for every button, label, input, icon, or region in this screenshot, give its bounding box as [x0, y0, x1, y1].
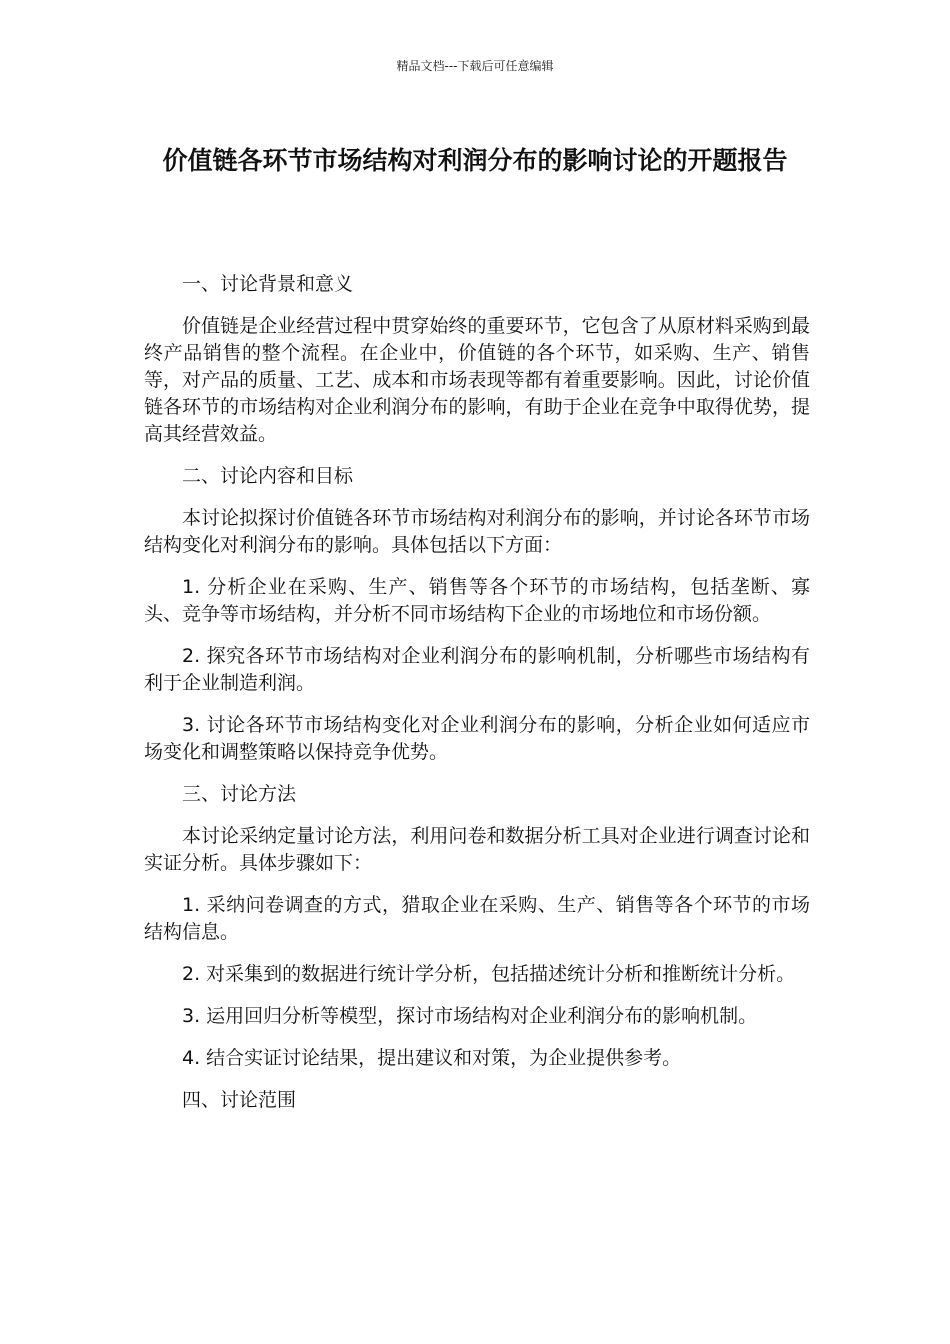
section-heading: 一、讨论背景和意义 — [182, 273, 354, 295]
paragraph: 本讨论拟探讨价值链各环节市场结构对利润分布的影响，并讨论各环节市场结构变化对利润分布的影响。具体包括以下方面： — [144, 507, 810, 556]
document-body — [144, 271, 810, 1129]
header-note: 精品文档---下载后可任意编辑 — [396, 59, 554, 73]
list-item: 4. 结合实证讨论结果，提出建议和对策，为企业提供参考。 — [182, 1047, 682, 1069]
list-item: 3. 运用回归分析等模型，探讨市场结构对企业利润分布的影响机制。 — [182, 1005, 758, 1027]
section-heading: 三、讨论方法 — [182, 783, 297, 805]
list-item: 3. 讨论各环节市场结构变化对企业利润分布的影响，分析企业如何适应市场变化和调整策略以保持竞争优势。 — [144, 714, 810, 763]
list-item: 2. 探究各环节市场结构对企业利润分布的影响机制，分析哪些市场结构有利于企业制造利润。 — [144, 645, 810, 694]
list-item: 1. 采纳问卷调查的方式，猎取企业在采购、生产、销售等各个环节的市场结构信息。 — [144, 894, 810, 943]
list-item: 2. 对采集到的数据进行统计学分析，包括描述统计分析和推断统计分析。 — [182, 963, 796, 985]
section-heading: 四、讨论范围 — [182, 1089, 297, 1111]
list-item: 1. 分析企业在采购、生产、销售等各个环节的市场结构，包括垄断、寡头、竞争等市场结构，并分析不同市场结构下企业的市场地位和市场份额。 — [144, 576, 810, 625]
paragraph: 本讨论采纳定量讨论方法，利用问卷和数据分析工具对企业进行调查讨论和实证分析。具体步骤如下： — [144, 825, 810, 874]
paragraph: 价值链是企业经营过程中贯穿始终的重要环节，它包含了从原材料采购到最终产品销售的整个流程。在企业中，价值链的各个环节，如采购、生产、销售等，对产品的质量、工艺、成本和市场表现等都有着重要影响。因此，讨论价值链各环节的市场结构对企业利润分布的影响，有助于企业在竞争中取得优势，提高其经营效益。 — [144, 315, 810, 445]
document-title: 价值链各环节市场结构对利润分布的影响讨论的开题报告 — [162, 146, 788, 175]
section-heading: 二、讨论内容和目标 — [182, 465, 354, 487]
